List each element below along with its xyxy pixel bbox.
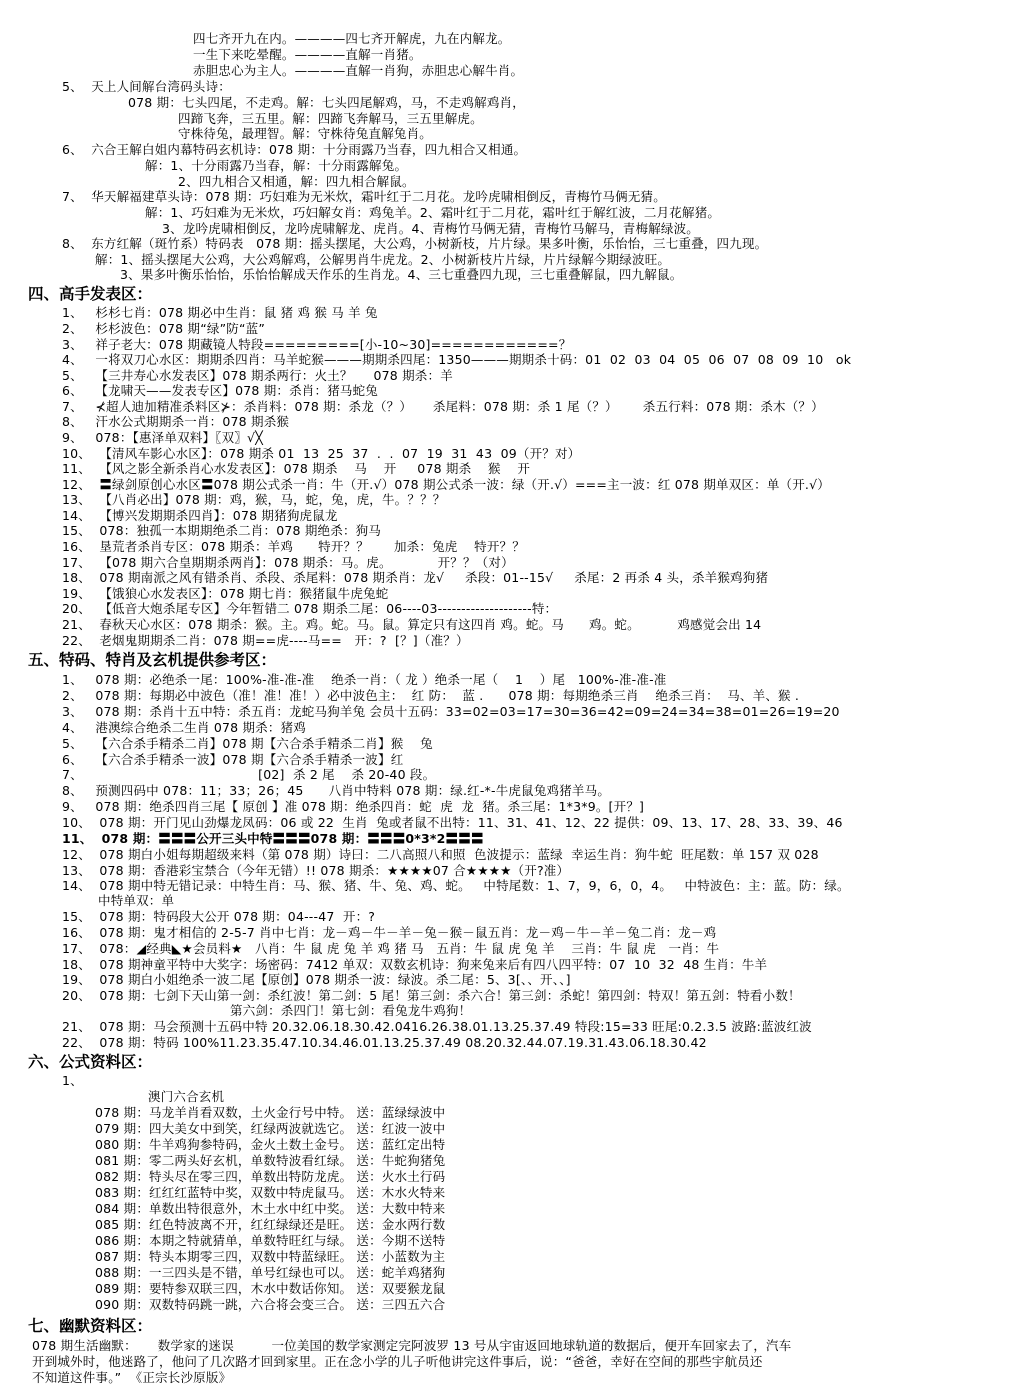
list-item-continuation: 中特单双：单 [98,893,175,908]
paragraph-line: 开到城外时，他迷路了，他问了几次路才回到家里。正在念小学的儿子听他讲完这件事后，说：“爸爸，幸好在空间的那些宇航员还 [32,1354,763,1369]
list-item: 9、 078 期：绝杀四肖三尾【 原创 】准 078 期：绝杀四肖：蛇 虎 龙 猪。杀三尾：1*3*9。[开？] [62,799,645,814]
list-number: 1、 [62,1073,83,1088]
list-item: 11、 078 期：〓〓〓公开三头中特〓〓〓078 期：〓〓〓0*3*2〓〓〓 [62,831,484,846]
text-line: 解：1、十分雨露乃当春，解：十分雨露解兔。 [145,158,408,173]
list-item: 4、 港澳综合绝杀二生肖 078 期杀：猪鸡 [62,720,306,735]
section-heading: 四、高手发表区： [28,285,153,303]
list-item: 8、 预测四码中 078：11；33；26；45 八肖中特料 078 期：绿.红-*-牛虎鼠兔鸡猪羊马。 [62,783,611,798]
list-item: 1、 078 期：必绝杀一尾：100%-准-准-准 绝杀一肖：（ 龙 ）绝杀一尾（ 1 ）尾 100%-准-准-准 [62,672,667,687]
formula-row: 090 期：双数特码跳一跳，六合将会变三合。 送：三四五六合 [95,1297,446,1312]
list-item-continuation: 第六剑：杀四门！第七剑：看兔龙牛鸡狗！ [230,1003,472,1018]
formula-row: 083 期：红红红蓝特中奖，双数中特虎鼠马。 送：木水火特来 [95,1185,446,1200]
list-item: 10、 078 期：开门见山劲爆龙凤码：06 或 22 生肖 兔或者鼠不出特：11、31、41、12、22 提供：09、13、17、28、33、39、46 [62,815,843,830]
formula-row: 078 期：马龙羊肖看双数，土火金行号中特。 送：蓝绿绿波中 [95,1105,446,1120]
list-item: 12、 〓绿剑原创心水区〓078 期公式杀一肖：牛（开.√）078 期公式杀一波：绿（开.√）===主一波：红 078 期单双区：单（开.√） [62,477,830,492]
formula-row: 085 期：红色特波离不开，红红绿绿还是旺。 送：金水两行数 [95,1217,446,1232]
list-item: 6、 【龙啸天——发表专区】078 期：杀肖：猪马蛇兔 [62,383,379,398]
list-item: 19、 【饿狼心水发表区】：078 期七肖：猴猪鼠牛虎兔蛇 [62,586,389,601]
list-item: 15、 078：独孤一本期期绝杀二肖：078 期绝杀：狗马 [62,523,382,538]
list-item: 13、 078 期：香港彩宝禁合（今年无错）!! 078 期杀：★★★★07 合★★★★（开?准） [62,863,570,878]
formula-row: 079 期：四大美女中到笑，红绿两波就选它。 送：红波一波中 [95,1121,446,1136]
list-item: 1、 杉杉七肖：078 期必中生肖：鼠 猪 鸡 猴 马 羊 兔 [62,305,378,320]
list-item: 9、 078：【惠泽单双料】〖双〗√╳ [62,430,263,445]
paragraph-line: 不知道这件事。” 《正宗长沙原版》 [32,1370,232,1385]
list-item: 7、 ⊀超人迪加精准杀料区⊁：杀肖料：078 期：杀龙（？） 杀尾料：078 期：杀 1 尾（？） 杀五行料：078 期：杀木（？） [62,399,824,414]
formula-row: 089 期：要特参双联三四，木水中数话你知。 送：双要猴龙鼠 [95,1281,446,1296]
list-item: 6、 【六合杀手精杀一波】078 期【六合杀手精杀一波】红 [62,752,404,767]
list-item: 21、 078 期：马会预测十五码中特 20.32.06.18.30.42.0416.26.38.01.13.25.37.49 特段:15=33 旺尾:0.2.3.5 波路:蓝波红波 [62,1019,812,1034]
list-item: 11、 【风之影全新杀肖心水发表区】：078 期杀 马 开 078 期杀 猴 开 [62,461,531,476]
text-line: 5、 天上人间解台湾码头诗： [62,79,231,94]
list-item: 3、 祥子老大：078 期藏镜人特段=========[小-10~30]============？ [62,337,572,352]
list-item: 18、 078 期南派之风有错杀肖、杀段、杀尾料：078 期杀肖：龙√ 杀段：01--15√ 杀尾：2 再杀 4 头，杀羊猴鸡狗猪 [62,570,769,585]
list-item: 8、 汗水公式期期杀一肖：078 期杀猴 [62,414,290,429]
list-item: 13、 【八肖必出】078 期：鸡，猴，马，蛇，兔，虎，牛。？？？ [62,492,446,507]
list-item: 21、 春秋天心水区：078 期杀：猴。主。鸡。蛇。马。鼠。算定只有这四肖 鸡。蛇。马 鸡。蛇。 鸡感觉会出 14 [62,617,762,632]
text-line: 6、 六合王解白姐内幕特码玄机诗：078 期：十分雨露乃当春，四九相合又相通。 [62,142,527,157]
text-line: 赤胆忠心为主人。————直解一肖狗，赤胆忠心解牛肖。 [193,63,524,78]
list-item: 10、 【清风车影心水区】：078 期杀 01 13 25 37 . . 07 19 31 43 09（开？对） [62,446,581,461]
list-item: 20、 078 期：七剑下天山第一剑：杀红波！第二剑：5 尾！第三剑：杀六合！第三剑：杀蛇！第四剑：特双！第五剑：特看小数！ [62,988,801,1003]
formula-row: 086 期：本期之特就猜单，单数特旺红与绿。 送：今期不送特 [95,1233,446,1248]
formula-row: 082 期：特头尽在零三四，单数出特防龙虎。 送：火水土行码 [95,1169,446,1184]
list-item: 20、 【低音大炮杀尾专区】今年暂错二 078 期杀二尾：06----03--------------------特： [62,601,558,616]
list-item: 22、 老烟鬼期期杀二肖：078 期==虎----马== 开：? [？]（准？） [62,633,469,648]
list-item: 5、 【三井寿心水发表区】078 期杀两行：火土？ 078 期杀：羊 [62,368,453,383]
formula-row: 087 期：特头本期零三四，双数中特蓝绿旺。 送：小蓝数为主 [95,1249,446,1264]
text-line: 四蹄飞奔，三五里。解：四蹄飞奔解马，三五里解虎。 [178,111,483,126]
list-item: 19、 078 期白小姐绝杀一波二尾【原创】078 期杀一波：绿波。杀二尾：5、3[、、开、、] [62,972,571,987]
text-line: 3、龙吟虎啸相倒反，龙吟虎啸解龙、虎肖。4、青梅竹马俩无猜，青梅竹马解马，青梅解绿波。 [162,221,700,236]
text-line: 一生下来吃晕醒。————直解一肖猪。 [193,47,422,62]
text-line: 3、果多叶衡乐怡怡，乐怡怡解成天作乐的生肖龙。4、三七重叠四九现，三七重叠解鼠，四九解鼠。 [120,267,683,282]
formula-row: 088 期：一三四头是不错，单号红绿也可以。 送：蛇羊鸡猪狗 [95,1265,446,1280]
formula-row: 080 期：牛羊鸡狗参特码，金火土数土金号。 送：蓝红定出特 [95,1137,446,1152]
formula-row: 084 期：单数出特很意外，木土水中红中奖。 送：大数中特来 [95,1201,446,1216]
list-item: 14、 【博兴发期期杀四肖】：078 期猪狗虎鼠龙 [62,508,338,523]
list-item: 18、 078 期神童平特中大奖字：场密码：7412 单双：双数玄机诗：狗来兔来后有四八四平特：07 10 32 48 生肖：牛羊 [62,957,768,972]
list-item: 7、 [02] 杀 2 尾 杀 20-40 段。 [62,767,436,782]
list-item: 16、 垦荒者杀肖专区：078 期杀：羊鸡 特开？？ 加杀：兔虎 特开？？ [62,539,525,554]
list-item: 4、 一将双刀心水区：期期杀四肖：马羊蛇猴———期期杀四尾：1350———期期杀十码：01 02 03 04 05 06 07 08 09 10 ok [62,352,852,367]
text-line: 解：1、巧妇难为无米炊，巧妇解女肖：鸡兔羊。2、霜叶红于二月花，霜叶红于解红波，二月花解猪。 [145,205,721,220]
list-item: 14、 078 期中特无错记录：中特生肖：马、猴、猪、牛、兔、鸡、蛇。 中特尾数：1、7，9，6，0，4。 中特波色：主：蓝。防：绿。 [62,878,850,893]
list-item: 5、 【六合杀手精杀二肖】078 期【六合杀手精杀二肖】猴 兔 [62,736,433,751]
section-heading: 七、幽默资料区： [28,1317,153,1335]
section-heading: 六、公式资料区： [28,1053,153,1071]
text-line: 解：1、摇头摆尾大公鸡，大公鸡解鸡，公解男肖牛虎龙。2、小树新枝片片绿，片片绿解今期绿波旺。 [95,252,671,267]
formula-row: 081 期：零二两头好玄机，单数特波看红绿。 送：牛蛇狗猪兔 [95,1153,446,1168]
list-item: 22、 078 期：特码 100%11.23.35.47.10.34.46.01.13.25.37.49 08.20.32.44.07.19.31.43.06.18.30.42 [62,1035,707,1050]
text-line: 7、 华天解福建草头诗：078 期：巧妇难为无米炊，霜叶红于二月花。龙吟虎啸相倒反，青梅竹马俩无猜。 [62,189,666,204]
text-line: 2、四九相合又相通，解：四九相合解鼠。 [178,174,415,189]
list-item: 12、 078 期白小姐每期超级来料（第 078 期）诗曰：二八高照八和照 色波提示：蓝绿 幸运生肖：狗牛蛇 旺尾数：单 157 双 028 [62,847,819,862]
text-line: 078 期：七头四尾，不走鸡。解：七头四尾解鸡，马，不走鸡解鸡肖， [128,95,525,110]
text-line: 8、 东方红解（斑竹系）特码表 078 期：摇头摆尾，大公鸡，小树新枝，片片绿。果多叶衡，乐怡怡，三七重叠，四九现。 [62,236,768,251]
paragraph-line: 078 期生活幽默： 数学家的迷误 一位美国的数学家测定完阿波罗 13 号从宇宙返回地球轨道的数据后，便开车回家去了，汽车 [32,1338,792,1353]
section-heading: 五、特码、特肖及玄机提供参考区： [28,651,277,669]
list-item: 17、 【078 期六合皇期期杀两肖】：078 期杀：马。虎。 开？？（对） [62,555,514,570]
text-line: 守株待兔，最理智。解：守株待兔直解兔肖。 [178,126,433,141]
list-item: 2、 杉杉波色：078 期“绿”防“蓝” [62,321,266,336]
list-item: 15、 078 期：特码段大公开 078 期：04---47 开：? [62,909,376,924]
list-item: 3、 078 期：杀肖十五中特：杀五肖：龙蛇马狗羊兔 会员十五码：33=02=03=17=30=36=42=09=24=34=38=01=26=19=20 [62,704,840,719]
list-item: 2、 078 期：每期必中波色（准！准！准！）必中波色主： 红 防： 蓝 . 078 期：每期绝杀三肖 绝杀三肖： 马、羊、猴 . [62,688,800,703]
text-line: 四七齐开九在内。————四七齐开解虎，九在内解龙。 [193,31,511,46]
formula-subtitle: 澳门六合玄机 [148,1089,225,1104]
list-item: 17、 078：◢经典◣★会员料★ 八肖：牛 鼠 虎 兔 羊 鸡 猪 马 五肖：牛 鼠 虎 兔 羊 三肖：牛 鼠 虎 一肖：牛 [62,941,720,956]
list-item: 16、 078 期：鬼才相信的 2-5-7 肖中七肖：龙－鸡－牛－羊－兔－猴－鼠五肖：龙－鸡－牛－羊－兔二肖：龙－鸡 [62,925,717,940]
